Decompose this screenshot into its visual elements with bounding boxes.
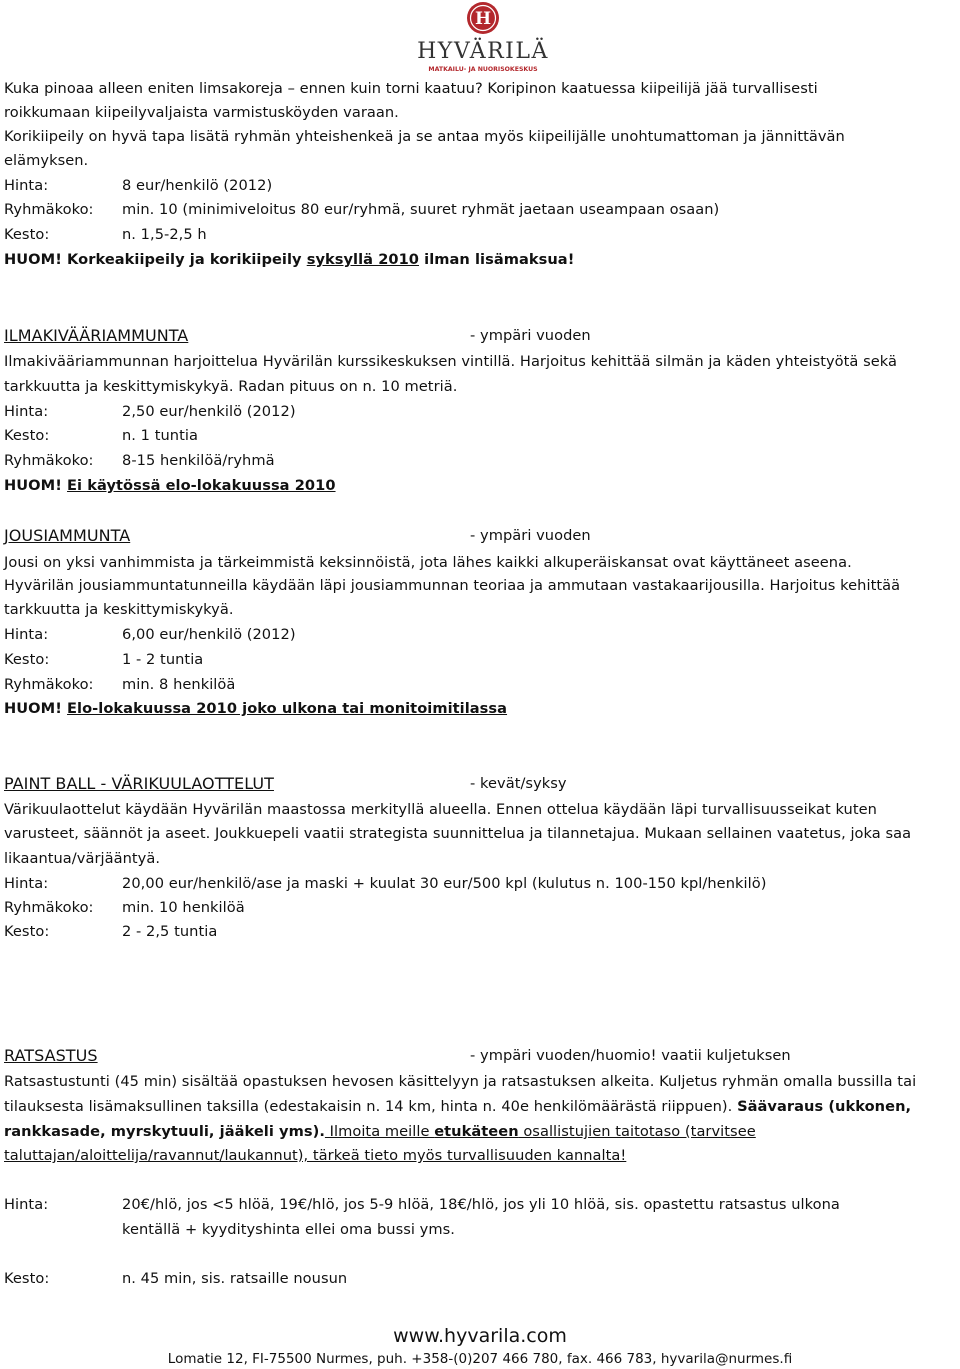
jousi-heading [4,526,904,546]
notify-text-end: osallistujien taitotaso (tarvitsee [518,1123,756,1140]
section-season: - ympäri vuoden [470,527,591,544]
section-title: PAINT BALL - VÄRIKUULAOTTELUT [4,774,274,793]
price-value: 8 eur/henkilö (2012) [122,177,273,194]
section-season: - ympäri vuoden [470,327,591,344]
paintball-paragraph-1: Värikuulaottelut käydään Hyvärilän maastossa merkityllä alueella. Ennen ottelua käydään läpi turvallisuusseikat kuten [4,801,877,818]
price-label: Hinta: [4,875,49,892]
logo-name: HYVÄRILÄ [418,39,548,64]
note-text: HUOM! [4,700,68,717]
paragraph-text: tilauksesta lisämaksullinen taksilla (edestakaisin n. 14 km, hinta n. 40e henkilömäärästä riippuen). [4,1098,738,1115]
duration-value: 2 - 2,5 tuntia [122,923,218,940]
price-value: 2,50 eur/henkilö (2012) [122,403,296,420]
price-label: Hinta: [4,403,49,420]
duration-value: n. 45 min, sis. ratsaille nousun [122,1270,348,1287]
jousi-duration-row [4,650,904,670]
ratsastus-paragraph-1: Ratsastustunti (45 min) sisältää opastuksen hevosen käsittelyyn ja ratsastuksen alkeita. Kuljetus ryhmän omalla bussilla tai [4,1073,917,1090]
jousi-group-row [4,675,904,695]
ilmakivaari-heading [4,326,904,346]
ilmakivaari-duration-row [4,426,904,446]
ilmakivaari-paragraph-1: Ilmakivääriammunnan harjoittelua Hyvärilän kurssikeskuksen vintillä. Harjoitus kehittää silmän ja käden yhteistyötä sekä [4,353,898,370]
group-size-value: min. 8 henkilöä [122,676,236,693]
logo-letter: H [474,9,492,29]
duration-value: 1 - 2 tuntia [122,651,204,668]
hyvarila-logo [418,0,548,75]
korikiipeily-paragraph-2: roikkumaan kiipeilyvaljaista varmistusköyden varaan. [4,104,399,121]
weather-warning-end: rankkasade, myrskytuuli, jääkeli yms). [4,1123,325,1140]
korikiipeily-note [4,250,574,270]
paintball-heading [4,774,904,794]
note-underlined: syksyllä 2010 [306,251,420,268]
section-season: - ympäri vuoden/huomio! vaatii kuljetuksen [470,1047,791,1064]
paintball-duration-row [4,922,904,942]
korikiipeily-group-row [4,200,904,220]
note-underlined: Elo-lokakuussa 2010 joko ulkona tai monitoimitilassa [67,700,508,717]
paintball-paragraph-3: likaantua/värjääntyä. [4,850,161,867]
ratsastus-heading [4,1046,904,1066]
paintball-paragraph-2: varusteet, säännöt ja aseet. Joukkuepeli vaatii strategista suunnittelua ja tilannetajua. Mukaan sellainen vaatetus, joka saa [4,825,912,842]
group-size-label: Ryhmäkoko: [4,676,94,693]
section-title: ILMAKIVÄÄRIAMMUNTA [4,326,189,345]
ilmakivaari-paragraph-2: tarkkuutta ja keskittymiskykyä. Radan pituus on n. 10 metriä. [4,378,458,395]
group-size-value: min. 10 henkilöä [122,899,245,916]
ilmakivaari-price-row [4,402,904,422]
ilmakivaari-group-row [4,451,904,471]
duration-label: Kesto: [4,1270,50,1287]
group-size-label: Ryhmäkoko: [4,899,94,916]
footer-website-link[interactable]: www.hyvarila.com [393,1325,567,1347]
price-label: Hinta: [4,1196,49,1213]
group-size-value: min. 10 (minimiveloitus 80 eur/ryhmä, suuret ryhmät jaetaan useampaan osaan) [122,201,720,218]
price-label: Hinta: [4,626,49,643]
paintball-group-row [4,898,904,918]
section-title: JOUSIAMMUNTA [4,526,131,545]
jousi-price-row [4,625,904,645]
price-value: 20,00 eur/henkilö/ase ja maski + kuulat 30 eur/500 kpl (kulutus n. 100-150 kpl/henkilö) [122,875,767,892]
group-size-value: 8-15 henkilöä/ryhmä [122,452,275,469]
hyvarila-emblem-icon [418,0,548,75]
korikiipeily-duration-row [4,225,904,245]
korikiipeily-paragraph-1: Kuka pinoaa alleen eniten limsakoreja – ennen kuin torni kaatuu? Koripinon kaatuessa kiipeilijä jää turvallisesti [4,80,818,97]
ratsastus-duration-row [4,1269,904,1289]
note-underlined: Ei käytössä elo-lokakuussa 2010 [67,477,336,494]
duration-label: Kesto: [4,651,50,668]
jousi-paragraph-2: Hyvärilän jousiammuntatunneilla käydään läpi jousiammunnan teoriaa ja ammutaan vastakaarijousilla. Harjoitus kehittää [4,577,901,594]
logo-subtitle: MATKAILU- JA NUORISOKESKUS [428,66,538,73]
duration-value: n. 1,5-2,5 h [122,226,207,243]
ratsastus-paragraph-4: taluttajan/aloittelija/ravannut/laukannut), tärkeä tieto myös turvallisuuden kannalta! [4,1147,627,1164]
price-label: Hinta: [4,177,49,194]
price-value-continued: kentällä + kyydityshinta ellei oma bussi yms. [122,1221,455,1238]
duration-label: Kesto: [4,427,50,444]
paintball-price-row [4,874,924,894]
jousi-note [4,699,507,719]
ratsastus-price-row [4,1195,924,1215]
price-value: 20€/hlö, jos <5 hlöä, 19€/hlö, jos 5-9 hlöä, 18€/hlö, jos yli 10 hlöä, sis. opastettu ratsastus ulkona [122,1196,840,1213]
ilmakivaari-note [4,476,336,496]
group-size-label: Ryhmäkoko: [4,452,94,469]
korikiipeily-paragraph-4: elämyksen. [4,152,89,169]
weather-warning: Säävaraus (ukkonen, [737,1098,912,1115]
note-text-end: ilman lisämaksua! [419,251,575,268]
price-value: 6,00 eur/henkilö (2012) [122,626,296,643]
note-text: HUOM! Korkeakiipeily ja korikiipeily [4,251,307,268]
jousi-paragraph-1: Jousi on yksi vanhimmista ja tärkeimmistä keksinnöistä, jota lähes kaikki alkuperäiskansat ovat käyttäneet aseena. [4,554,852,571]
ratsastus-paragraph-2 [4,1097,911,1117]
korikiipeily-price-row [4,176,904,196]
duration-label: Kesto: [4,226,50,243]
duration-value: n. 1 tuntia [122,427,198,444]
korikiipeily-paragraph-3: Korikiipeily on hyvä tapa lisätä ryhmän yhteishenkeä ja se antaa myös kiipeilijälle unohtumattoman ja jännittävän [4,128,845,145]
notify-text: Ilmoita meille [324,1123,435,1140]
notify-emphasis: etukäteen [434,1123,519,1140]
jousi-paragraph-3: tarkkuutta ja keskittymiskykyä. [4,601,234,618]
ratsastus-paragraph-3 [4,1122,756,1142]
section-title: RATSASTUS [4,1046,98,1065]
group-size-label: Ryhmäkoko: [4,201,94,218]
footer-address: Lomatie 12, FI-75500 Nurmes, puh. +358-(0)207 466 780, fax. 466 783, hyvarila@nurmes.fi [167,1351,793,1367]
section-season: - kevät/syksy [470,775,567,792]
duration-label: Kesto: [4,923,50,940]
note-text: HUOM! [4,477,68,494]
